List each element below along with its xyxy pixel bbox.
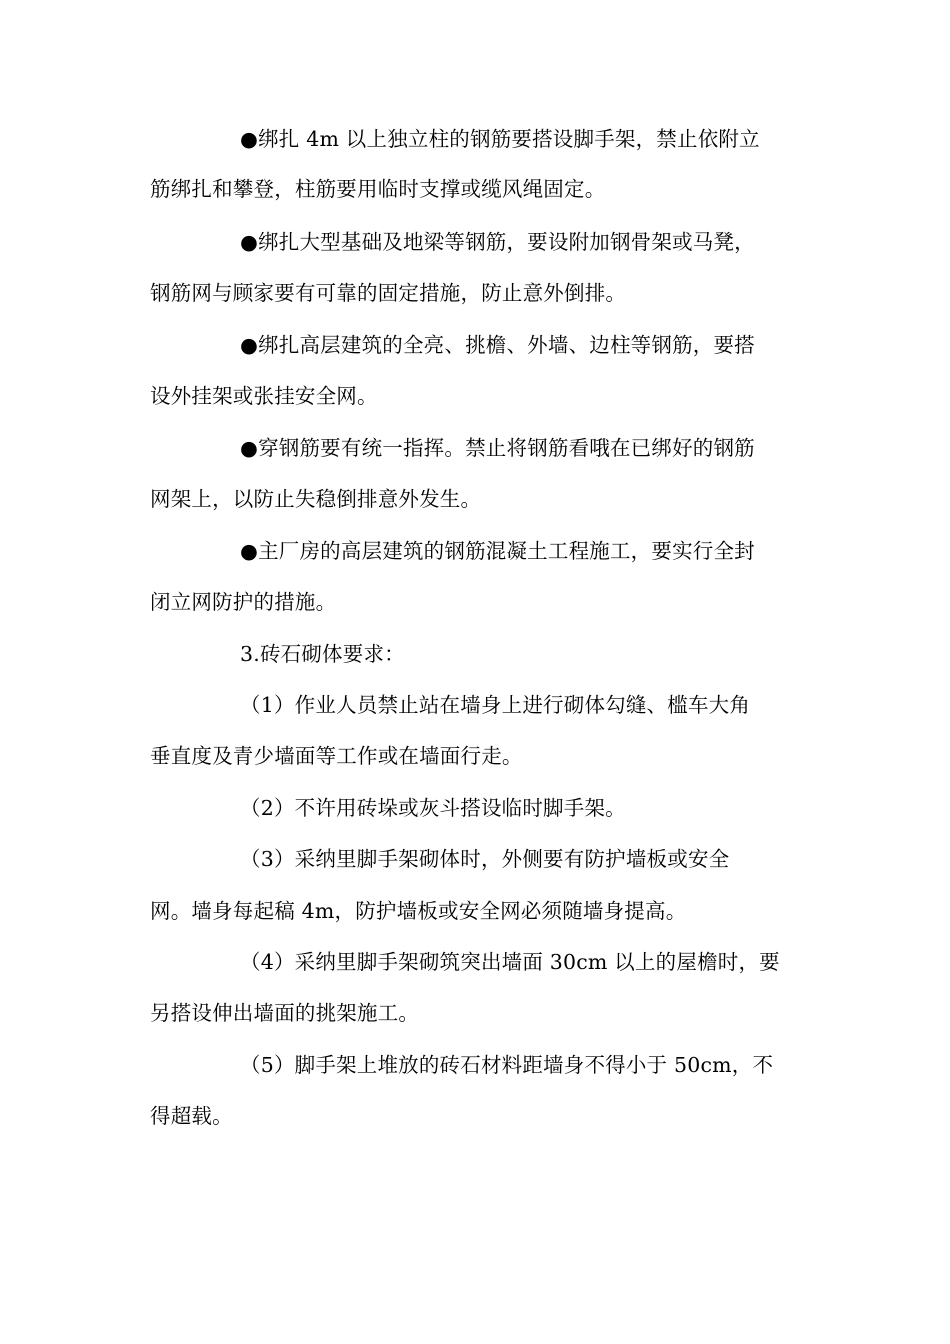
section-heading: 3.砖石砌体要求：: [240, 642, 405, 666]
item-5-line-2: 得超载。: [150, 1104, 233, 1128]
paragraph-5-line-2: 闭立网防护的措施。: [150, 590, 337, 614]
paragraph-4-line-1: ●穿钢筋要有统一指挥。禁止将钢筋看哦在已绑好的钢筋: [240, 436, 755, 460]
paragraph-3-line-1: ●绑扎高层建筑的全亮、挑檐、外墙、边柱等钢筋，要搭: [240, 333, 755, 357]
item-3-line-2: 网。墙身每起稿 4m，防护墙板或安全网必须随墙身提高。: [150, 899, 687, 923]
paragraph-3-line-2: 设外挂架或张挂安全网。: [150, 384, 378, 408]
item-4-line-1: （4）采纳里脚手架砌筑突出墙面 30cm 以上的屋檐时，要: [240, 950, 780, 974]
paragraph-5-line-1: ●主厂房的高层建筑的钢筋混凝土工程施工，要实行全封: [240, 539, 755, 563]
item-5-line-1: （5）脚手架上堆放的砖石材料距墙身不得小于 50cm，不: [240, 1053, 774, 1077]
paragraph-4-line-2: 网架上，以防止失稳倒排意外发生。: [150, 487, 482, 511]
paragraph-2-line-2: 钢筋网与顾家要有可靠的固定措施，防止意外倒排。: [150, 281, 627, 305]
item-2-line-1: （2）不许用砖垛或灰斗搭设临时脚手架。: [240, 796, 626, 820]
item-3-line-1: （3）采纳里脚手架砌体时，外侧要有防护墙板或安全: [240, 847, 730, 871]
paragraph-1-line-2: 筋绑扎和攀登，柱筋要用临时支撑或缆风绳固定。: [150, 177, 606, 201]
item-4-line-2: 另搭设伸出墙面的挑架施工。: [150, 1001, 420, 1025]
paragraph-2-line-1: ●绑扎大型基础及地梁等钢筋，要设附加钢骨架或马凳，: [240, 230, 755, 254]
item-1-line-2: 垂直度及青少墙面等工作或在墙面行走。: [150, 744, 523, 768]
item-1-line-1: （1）作业人员禁止站在墙身上进行砌体勾缝、槛车大角: [240, 693, 751, 717]
paragraph-1-line-1: ●绑扎 4m 以上独立柱的钢筋要搭设脚手架，禁止依附立: [240, 127, 760, 151]
